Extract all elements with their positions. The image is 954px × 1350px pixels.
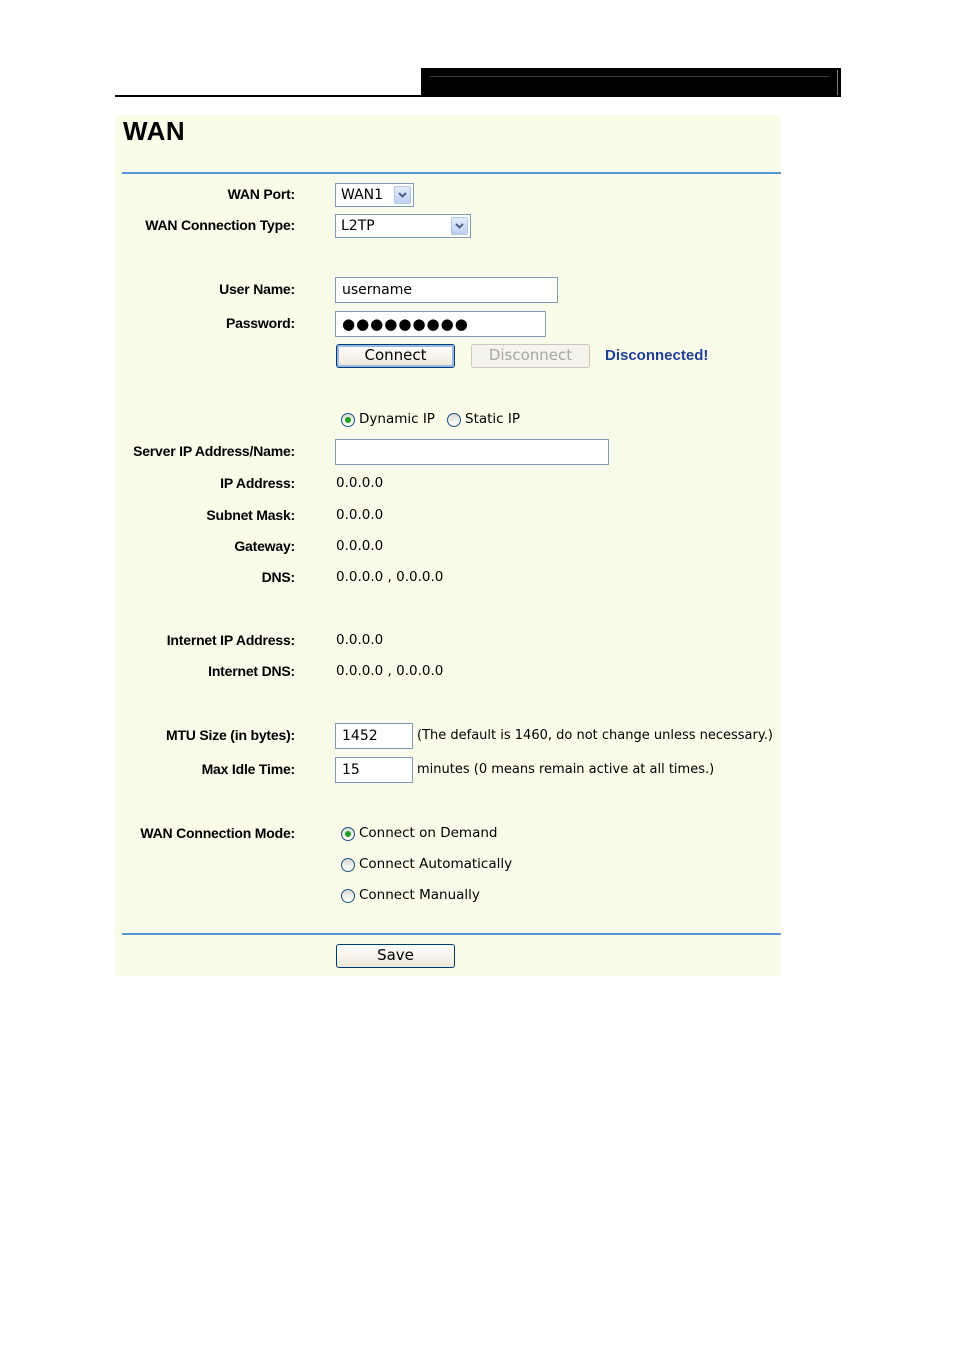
- connect-automatically-radio[interactable]: [341, 858, 355, 872]
- page-header-divider: [430, 76, 830, 77]
- dns-value: 0.0.0.0 , 0.0.0.0: [336, 569, 444, 585]
- save-button[interactable]: Save: [336, 944, 455, 968]
- password-label: Password:: [226, 315, 295, 331]
- wan-port-select[interactable]: [335, 183, 414, 207]
- page-header-bar: [421, 68, 841, 97]
- page-header-divider-end: [837, 70, 838, 95]
- user-name-input[interactable]: username: [335, 277, 558, 303]
- page-header-rule: [115, 95, 841, 97]
- max-idle-input[interactable]: 15: [335, 757, 413, 783]
- subnet-mask-label: Subnet Mask:: [206, 507, 295, 523]
- subnet-mask-value: 0.0.0.0: [336, 507, 384, 523]
- connection-type-value: L2TP: [341, 218, 375, 234]
- internet-ip-label: Internet IP Address:: [166, 632, 295, 648]
- gateway-value: 0.0.0.0: [336, 538, 384, 554]
- bottom-divider: [122, 933, 781, 935]
- max-idle-note: minutes (0 means remain active at all times.): [417, 762, 715, 777]
- connection-type-label: WAN Connection Type:: [145, 217, 295, 233]
- ip-address-value: 0.0.0.0: [336, 475, 384, 491]
- connect-manually-label[interactable]: Connect Manually: [359, 887, 480, 903]
- wan-port-value: WAN1: [341, 187, 384, 203]
- internet-dns-label: Internet DNS:: [208, 663, 295, 679]
- user-name-label: User Name:: [219, 281, 295, 297]
- connection-status: Disconnected!: [605, 347, 709, 364]
- connect-on-demand-label[interactable]: Connect on Demand: [359, 825, 498, 841]
- connection-type-select[interactable]: [335, 214, 471, 238]
- connect-manually-radio[interactable]: [341, 889, 355, 903]
- connect-button[interactable]: Connect: [336, 344, 455, 368]
- dns-label: DNS:: [261, 569, 295, 585]
- server-label: Server IP Address/Name:: [133, 443, 295, 459]
- mtu-note: (The default is 1460, do not change unless necessary.): [417, 728, 773, 743]
- server-input[interactable]: [335, 439, 609, 465]
- password-input[interactable]: ●●●●●●●●●: [335, 311, 546, 337]
- mtu-input[interactable]: 1452: [335, 723, 413, 749]
- page-title: WAN: [123, 116, 186, 146]
- chevron-down-icon[interactable]: [394, 186, 411, 204]
- top-divider: [122, 172, 781, 174]
- internet-ip-value: 0.0.0.0: [336, 632, 384, 648]
- ip-address-label: IP Address:: [220, 475, 295, 491]
- max-idle-label: Max Idle Time:: [201, 761, 295, 777]
- mtu-label: MTU Size (in bytes):: [165, 727, 295, 743]
- wan-port-label: WAN Port:: [227, 186, 295, 202]
- chevron-down-icon[interactable]: [451, 217, 468, 235]
- static-ip-radio[interactable]: [447, 413, 461, 427]
- wan-settings-panel: [115, 115, 781, 976]
- internet-dns-value: 0.0.0.0 , 0.0.0.0: [336, 663, 444, 679]
- connect-automatically-label[interactable]: Connect Automatically: [359, 856, 513, 872]
- disconnect-button[interactable]: Disconnect: [471, 344, 590, 368]
- connect-on-demand-radio[interactable]: [341, 827, 355, 841]
- connection-mode-label: WAN Connection Mode:: [140, 825, 295, 841]
- dynamic-ip-radio[interactable]: [341, 413, 355, 427]
- dynamic-ip-label[interactable]: Dynamic IP: [359, 411, 435, 427]
- static-ip-label[interactable]: Static IP: [465, 411, 521, 427]
- gateway-label: Gateway:: [234, 538, 295, 554]
